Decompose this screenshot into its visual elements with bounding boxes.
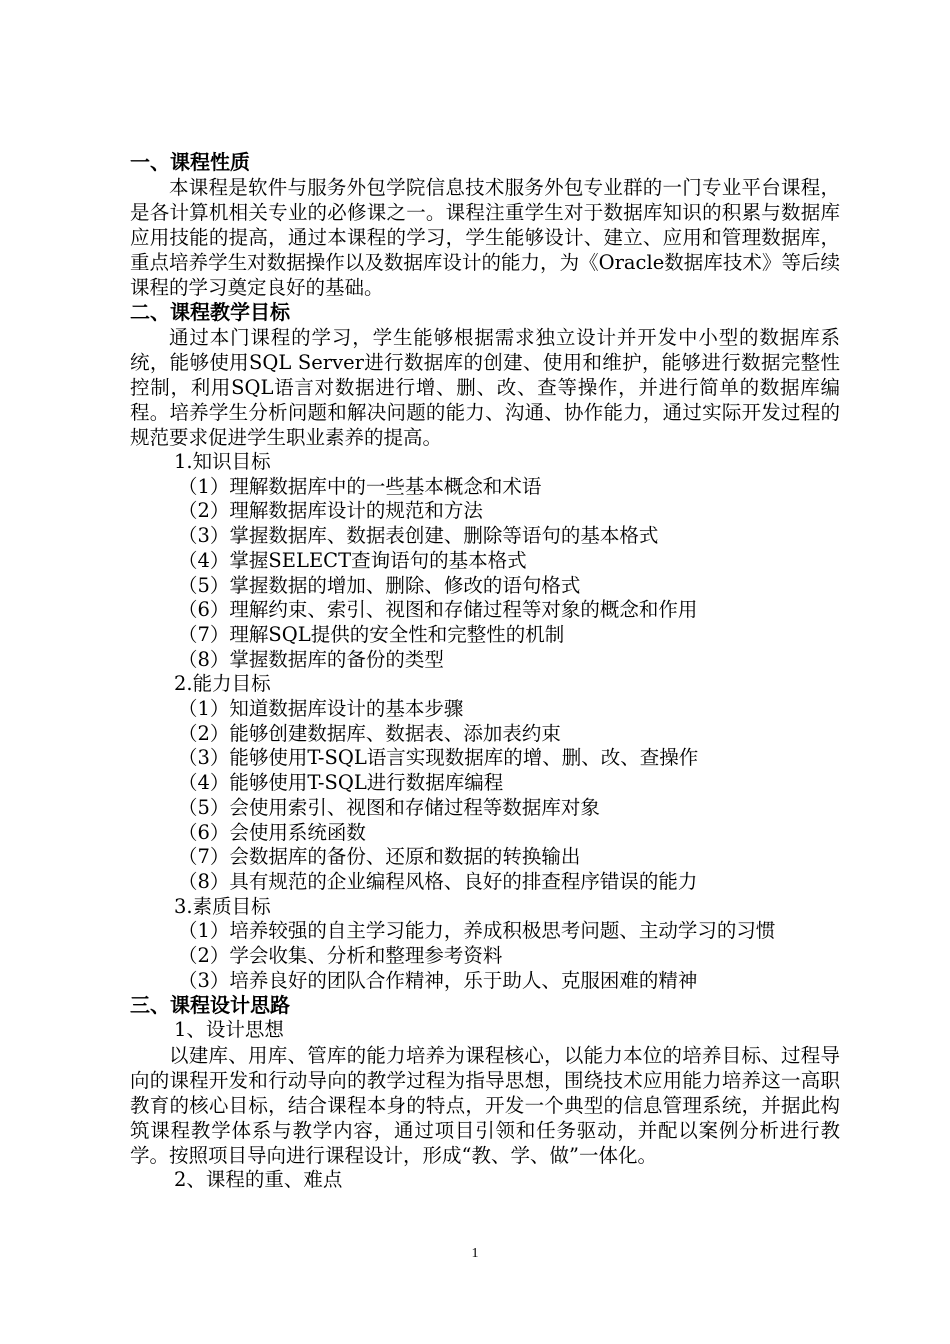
ability-goals-list [130,697,840,895]
list-item: （8）掌握数据库的备份的类型 [178,647,444,671]
list-item: （2）能够创建数据库、数据表、添加表约束 [178,721,561,745]
list-item: （7）会数据库的备份、还原和数据的转换输出 [178,845,581,869]
list-item: （3）能够使用T-SQL语言实现数据库的增、删、改、查操作 [178,746,699,770]
list-item: （8）具有规范的企业编程风格、良好的排查程序错误的能力 [178,869,698,893]
list-item: （6）会使用系统函数 [178,820,366,844]
list-item: （5）会使用索引、视图和存储过程等数据库对象 [178,795,600,819]
list-item: （7）理解SQL提供的安全性和完整性的机制 [178,622,565,646]
subheading-knowledge-goals: 1.知识目标 [174,450,271,473]
list-item: （4）能够使用T-SQL进行数据库编程 [178,771,504,795]
list-item: （1）理解数据库中的一些基本概念和术语 [178,474,542,498]
paragraph-nature: 本课程是软件与服务外包学院信息技术服务外包专业群的一门专业平台课程，是各计算机相关专业的必修课之一。课程注重学生对于数据库知识的积累与数据库应用技能的提高，通过本课程的学习，学生能够设计、建立、应用和管理数据库，重点培养学生对数据操作以及数据库设计的能力，为《Oracle数据库技术》等后续课程的学习奠定良好的基础。 [130,176,840,299]
subheading-quality-goals: 3.素质目标 [174,894,271,918]
section-heading-design: 三、课程设计思路 [130,993,290,1018]
page-content [130,150,840,1193]
subheading-design-idea: 1、设计思想 [174,1018,284,1042]
knowledge-goals-list [130,475,840,673]
subheading-ability-goals: 2.能力目标 [174,672,271,696]
section-heading-nature: 一、课程性质 [130,150,250,174]
list-item: （4）掌握SELECT查询语句的基本格式 [178,548,527,572]
list-item: （1）知道数据库设计的基本步骤 [178,697,464,721]
list-item: （3）掌握数据库、数据表创建、删除等语句的基本格式 [178,524,659,548]
list-item: （5）掌握数据的增加、删除、修改的语句格式 [178,573,581,597]
list-item: （2）理解数据库设计的规范和方法 [178,499,483,523]
list-item: （2）学会收集、分析和整理参考资料 [178,944,503,968]
page-number: 1 [471,1246,479,1261]
paragraph-goals: 通过本门课程的学习，学生能够根据需求独立设计并开发中小型的数据库系统，能够使用SQL Server进行数据库的创建、使用和维护，能够进行数据完整性控制，利用SQL语言对数据进行增、删、改、查等操作，并进行简单的数据库编程。培养学生分析问题和解决问题的能力、沟通、协作能力，通过实际开发过程的规范要求促进学生职业素养的提高。 [130,326,840,449]
paragraph-design: 以建库、用库、管库的能力培养为课程核心，以能力本位的培养目标、过程导向的课程开发和行动导向的教学过程为指导思想，围绕技术应用能力培养这一高职教育的核心目标，结合课程本身的特点，开发一个典型的信息管理系统，并据此构筑课程教学体系与教学内容，通过项目引领和任务驱动，并配以案例分析进行教学。按照项目导向进行课程设计，形成“教、学、做”一体化。 [130,1044,840,1168]
subheading-key-points: 2、课程的重、难点 [174,1168,343,1192]
section-heading-goals: 二、课程教学目标 [130,300,290,324]
quality-goals-list [130,919,840,993]
list-item: （3）培养良好的团队合作精神，乐于助人、克服困难的精神 [178,968,698,992]
list-item: （1）培养较强的自主学习能力，养成积极思考问题、主动学习的习惯 [178,919,776,943]
list-item: （6）理解约束、索引、视图和存储过程等对象的概念和作用 [178,598,698,622]
